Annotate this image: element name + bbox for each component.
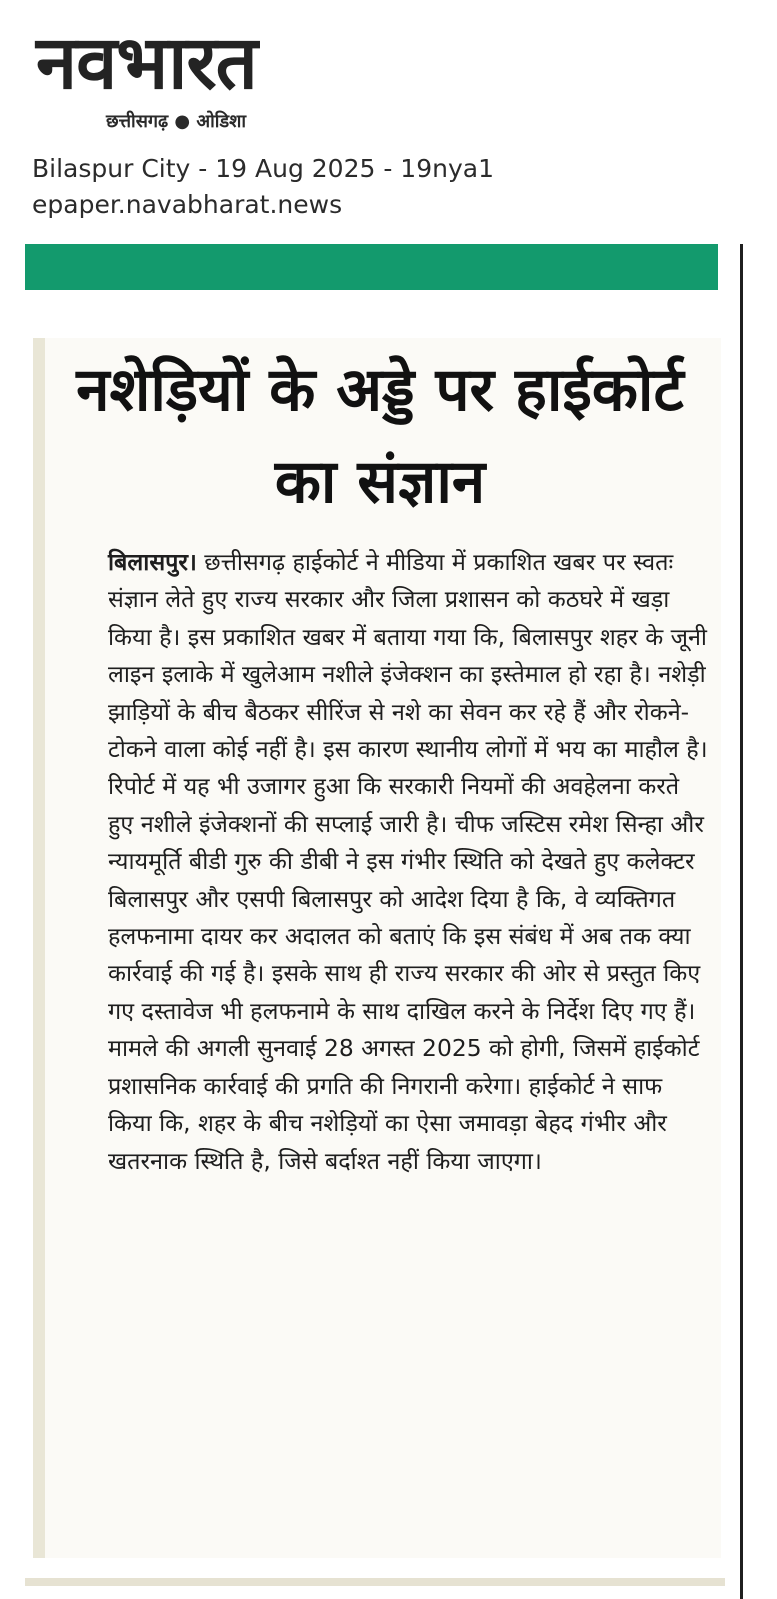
article-headline: नशेड़ियों के अड्डे पर हाईकोर्ट का संज्ञान	[76, 355, 684, 517]
masthead-logo	[26, 18, 398, 140]
section-band	[25, 244, 718, 290]
article-body	[108, 544, 708, 1180]
clipping-edge-bottom	[25, 1578, 725, 1586]
article-body-text: छत्तीसगढ़ हाईकोर्ट ने मीडिया में प्रकाशित खबर पर स्वतः संज्ञान लेते हुए राज्य सरकार और जिला प्रशासन को कठघरे में खड़ा किया है। इस प्रकाशित खबर में बताया गया कि, बिलासपुर शहर के जूनी लाइन इलाके में खुलेआम नशीले इंजेक्शन का इस्तेमाल हो रहा है। नशेड़ी झाड़ियों के बीच बैठकर सीरिंज से नशे का सेवन कर रहे हैं और रोकने-टोकने वाला कोई नहीं है। इस कारण स्थानीय लोगों में भय का माहौल है। रिपोर्ट में यह भी उजागर हुआ कि सरकारी नियमों की अवहेलना करते हुए नशीले इंजेक्शनों की सप्लाई जारी है। चीफ जस्टिस रमेश सिन्हा और न्यायमूर्ति बीडी गुरु की डीबी ने इस गंभीर स्थिति को देखते हुए कलेक्टर बिलासपुर और एसपी बिलासपुर को आदेश दिया है कि, वे व्यक्तिगत हलफनामा दायर कर अदालत को बताएं कि इस संबंध में अब तक क्या कार्रवाई की गई है। इसके साथ ही राज्य सरकार की ओर से प्रस्तुत किए गए दस्तावेज भी हलफनामे के साथ दाखिल करने के निर्देश दिए गए हैं। मामले की अगली सुनवाई 28 अगस्त 2025 को होगी, जिसमें हाईकोर्ट प्रशासनिक कार्रवाई की प्रगति की निगरानी करेगा। हाईकोर्ट ने साफ किया कि, शहर के बीच नशेड़ियों का ऐसा जमावड़ा बेहद गंभीर और खतरनाक स्थिति है, जिसे बर्दाश्त नहीं किया जाएगा।	[108, 548, 708, 1175]
article-dateline: बिलासपुर।	[108, 548, 197, 576]
masthead-title: नवभारत	[36, 20, 257, 106]
edition-line: Bilaspur City - 19 Aug 2025 - 19nya1	[32, 154, 494, 183]
edition-site: epaper.navabharat.news	[32, 190, 343, 219]
masthead-subtitle: छत्तीसगढ़ ● ओडिशा	[106, 111, 247, 132]
column-rule	[740, 244, 743, 1599]
